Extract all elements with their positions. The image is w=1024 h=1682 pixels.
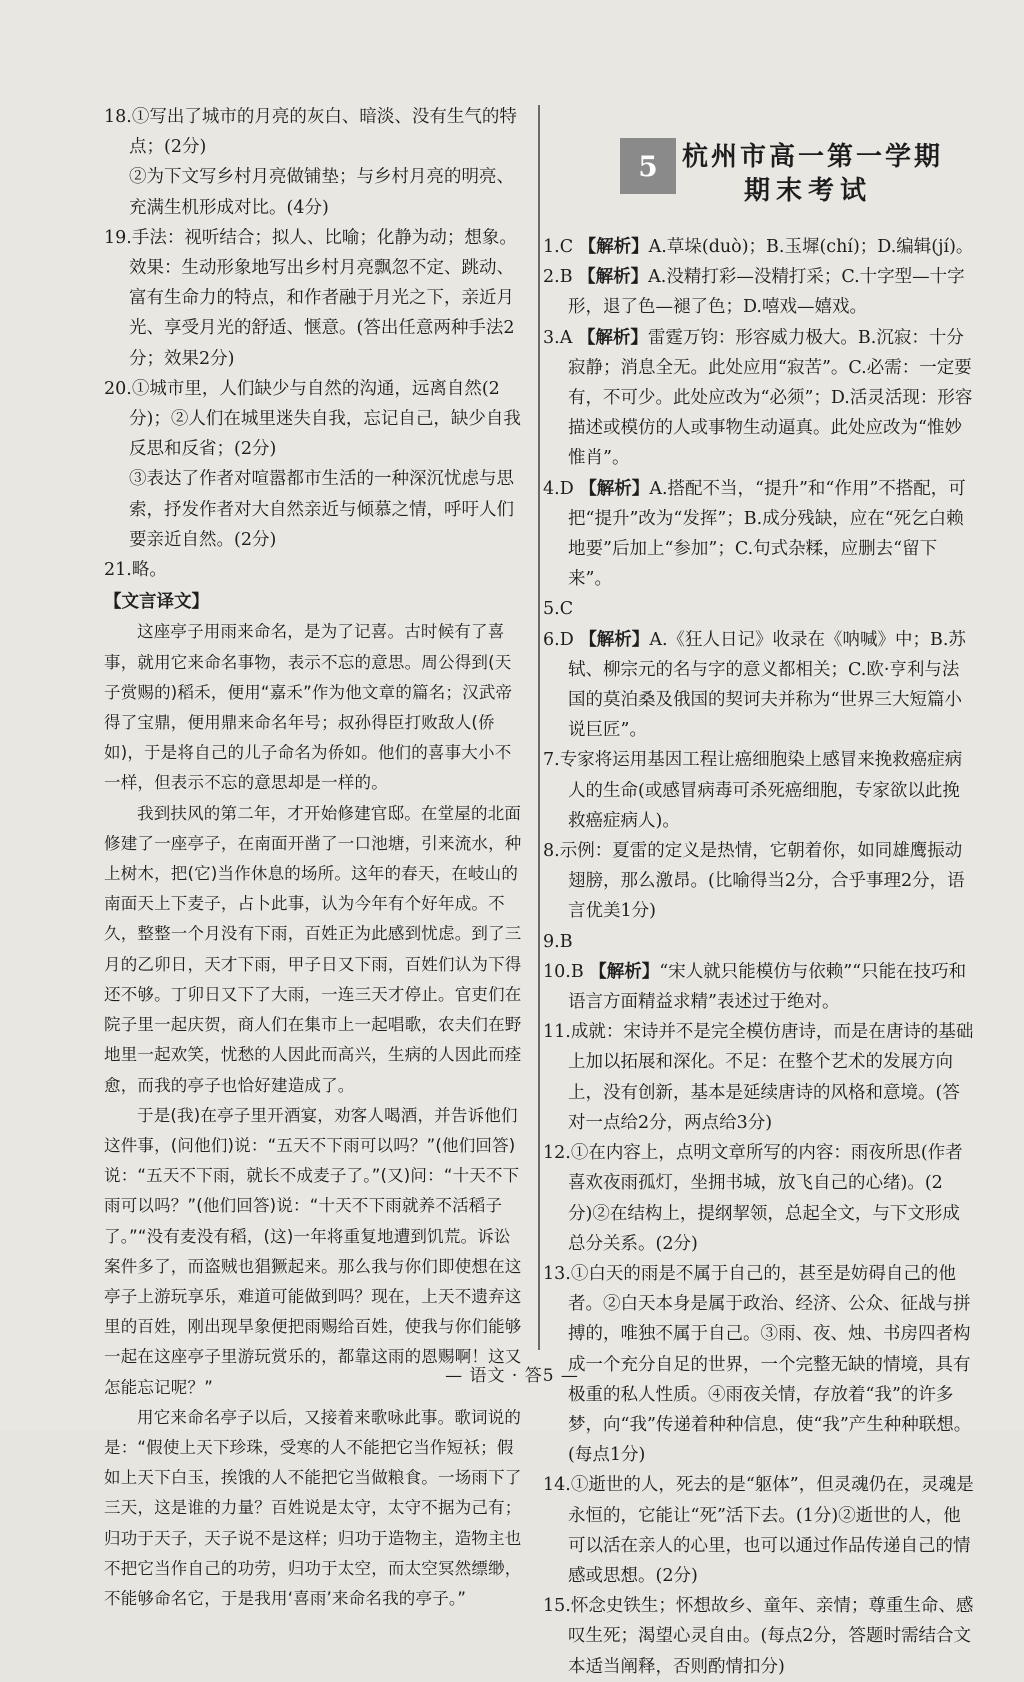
analysis-tag: 【解析】 [578,237,649,257]
exam-title: 杭州市高一第一学期 [682,142,944,172]
answer-number: 10.B [543,961,584,982]
analysis-tag: 【解析】 [589,961,660,982]
answer-text: 怀念史铁生；怀想故乡、童年、亲情；尊重生命、感叹生死；渴望心灵自由。(每点2分，答题时需结合文本适当阐释，否则酌情扣分) [568,1596,974,1677]
answer-item [543,836,975,927]
answer-number: 15. [543,1596,571,1617]
answer-number: 4.D [543,478,574,499]
answer-number: 13. [543,1263,571,1284]
column-divider [538,105,540,1350]
answer-21: 21.略。 [104,560,167,581]
answer-text: 专家将运用基因工程让癌细胞染上感冒来挽救癌症病人的生命(或感冒病毒可杀死癌细胞，专家欲以此挽救癌症病人)。 [559,750,963,831]
answer-text: A.草垛(duò)；B.玉墀(chí)；D.编辑(jí)。 [648,237,974,257]
exam-subtitle: 期末考试 [744,176,873,206]
answer-number: 11. [543,1022,571,1043]
translation-paragraph: 这座亭子用雨来命名，是为了记喜。古时候有了喜事，就用它来命名事物，表示不忘的意思。周公得到(天子赏赐的)稻禾，便用“嘉禾”作为他文章的篇名；汉武帝得了宝鼎，便用鼎来命名年号；叔孙得臣打败敌人(侨如)，于是将自己的儿子命名为侨如。他们的喜事大小不一样，但表示不忘的意思却是一样的。 [104,622,513,793]
translation-heading: 【文言译文】 [104,592,209,613]
analysis-tag: 【解析】 [579,478,650,499]
classical-translation [104,617,526,1614]
analysis-tag: 【解析】 [578,267,649,288]
answer-text: ①在内容上，点明文章所写的内容：雨夜所思(作者喜欢夜雨孤灯，坐拥书城，放飞自己的心绪)。(2分)②在结构上，提纲挈领，总起全文，与下文形成总分关系。(2分) [568,1143,963,1254]
answer-text: ①白天的雨是不属于自己的，甚至是妨碍自己的他者。②白天本身是属于政治、经济、公众、征战与拼搏的，唯独不属于自己。③雨、夜、烛、书房四者构成一个充分自足的世界，一个完整无缺的情境，具有极重的私人性质。④雨夜关情，存放着“我”的许多梦，向“我”传递着种种信息，使“我”产生种种联想。(每点1分) [568,1263,972,1466]
translation-paragraph: 用它来命名亭子以后，又接着来歌咏此事。歌词说的是：“假使上天下珍珠，受寒的人不能把它当作短袄；假如上天下白玉，挨饿的人不能把它当做粮食。一场雨下了三天，这是谁的力量？百姓说是太守，太守不据为己有；归功于天子，天子说不是这样；归功于造物主，造物主也不把它当作自己的功劳，归功于太空，而太空冥然缥缈，不能够命名它，于是我用‘喜雨’来命名我的亭子。” [104,1407,522,1608]
answer-item [543,625,975,746]
answer-text: ①逝世的人，死去的是“躯体”，但灵魂仍在，灵魂是永恒的，它能让“死”活下去。(1分)②逝世的人，他可以活在亲人的心里，也可以通过作品传递自己的情感或思想。(2分) [568,1475,974,1586]
answer-item [543,262,975,322]
answer-item [543,474,975,595]
answer-number: 1.C [543,237,574,257]
answer-18: 18.①写出了城市的月亮的灰白、暗淡、没有生气的特点；(2分) ②为下文写乡村月亮做铺垫；与乡村月亮的明亮、充满生机形成对比。(4分) [104,107,517,218]
answer-text: A.《狂人日记》收录在《呐喊》中；B.苏轼、柳宗元的名与字的意义都相关；C.欧·亨利与法国的莫泊桑及俄国的契诃夫并称为“世界三大短篇小说巨匠”。 [568,629,966,741]
translation-paragraph: 于是(我)在亭子里开酒宴，劝客人喝酒，并告诉他们这件事，(问他们)说：“五天不下雨可以吗？”(他们回答)说：“五天不下雨，就长不成麦子了。”(又)问：“十天不下雨可以吗？”(他们回答)说：“十天不下雨就养不活稻子了。”“没有麦没有稻，(这)一年将重复地遭到饥荒。诉讼案件多了，而盗贼也猖獗起来。那么我与你们即使想在这亭子上游玩享乐，难道可能做到吗？现在，上天不遗弃这里的百姓，刚出现旱象便把雨赐给百姓，使我与你们能够一起在这座亭子里游玩赏乐的，都靠这雨的恩赐啊！这又怎能忘记呢？” [104,1105,522,1397]
answer-number: 9.B [543,931,573,952]
answer-number: 12. [543,1143,571,1164]
answer-text: 成就：宋诗并不是完全模仿唐诗，而是在唐诗的基础上加以拓展和深化。不足：在整个艺术的发展方向上，没有创新，基本是延续唐诗的风格和意境。(答对一点给2分，两点给3分) [568,1022,974,1133]
answer-item [543,927,975,957]
translation-paragraph: 我到扶风的第二年，才开始修建官邸。在堂屋的北面修建了一座亭子，在南面开凿了一口池塘，引来流水，种上树木，把(它)当作休息的场所。这年的春天，在岐山的南面天上下麦子，占卜此事，认为今年有个好年成。不久，整整一个月没有下雨，百姓正为此感到忧虑。到了三月的乙卯日，天才下雨，甲子日又下雨，百姓们认为下得还不够。丁卯日又下了大雨，一连三天才停止。官吏们在院子里一起庆贺，商人们在集市上一起唱歌，农夫们在野地里一起欢笑，忧愁的人因此而高兴，生病的人因此而痊愈，而我的亭子也恰好建造成了。 [104,803,522,1095]
answer-text: A.没精打彩—没精打采；C.十字型—十字形，退了色—褪了色；D.嘻戏—嬉戏。 [568,267,965,318]
answer-number: 14. [543,1475,571,1496]
answer-item [543,1470,975,1591]
answer-text: 示例：夏雷的定义是热情，它朝着你，如同雄鹰振动翅膀，那么激昂。(比喻得当2分，合乎事理2分，语言优美1分) [559,841,965,922]
answer-text: “宋人就只能模仿与依赖”“只能在技巧和语言方面精益求精”表述过于绝对。 [568,961,967,1013]
answer-item [543,1017,975,1138]
answer-text: 雷霆万钧：形容威力极大。B.沉寂：十分寂静；消息全无。此处应用“寂苦”。C.必需：一定要有，不可少。此处应改为“必须”；D.活灵活现：形容描述或模仿的人或事物生动逼真。此处应改为“惟妙惟肖”。 [568,327,973,469]
exam-number-badge: 5 [620,138,676,194]
answer-item [543,323,975,474]
answer-item [543,594,975,624]
left-column [104,102,526,1614]
analysis-tag: 【解析】 [577,327,648,348]
right-column [543,232,975,1682]
answer-number: 5.C [543,599,574,620]
page-footer: — 语文 · 答5 — [445,1366,579,1386]
answer-item [543,232,975,262]
answer-item [543,1591,975,1682]
answer-20: 20.①城市里，人们缺少与自然的沟通，远离自然(2分)；②人们在城里迷失自我，忘记自己，缺少自我反思和反省；(2分) ③表达了作者对喧嚣都市生活的一种深沉忧虑与思索，抒发作者对大自然亲近与倾慕之情，呼吁人们要亲近自然。(2分) [104,378,521,550]
answer-item [543,1138,975,1259]
answer-number: 2.B [543,267,573,288]
answer-item [543,957,975,1017]
analysis-tag: 【解析】 [579,629,650,650]
answer-number: 7. [543,750,560,771]
answer-number: 8. [543,841,560,862]
answer-number: 6.D [543,629,574,650]
answer-text: A.搭配不当，“提升”和“作用”不搭配，可把“提升”改为“发挥”；B.成分残缺，应在“死乞白赖地要”后加上“参加”；C.句式杂糅，应删去“留下来”。 [568,478,966,590]
answer-19: 19.手法：视听结合；拟人、比喻；化静为动；想象。 效果：生动形象地写出乡村月亮飘忽不定、跳动、富有生命力的特点，和作者融于月光之下，亲近月光、享受月光的舒适、惬意。(答出任意两种手法2分；效果2分) [104,227,517,369]
answer-item [543,745,975,836]
answer-number: 3.A [543,327,573,348]
